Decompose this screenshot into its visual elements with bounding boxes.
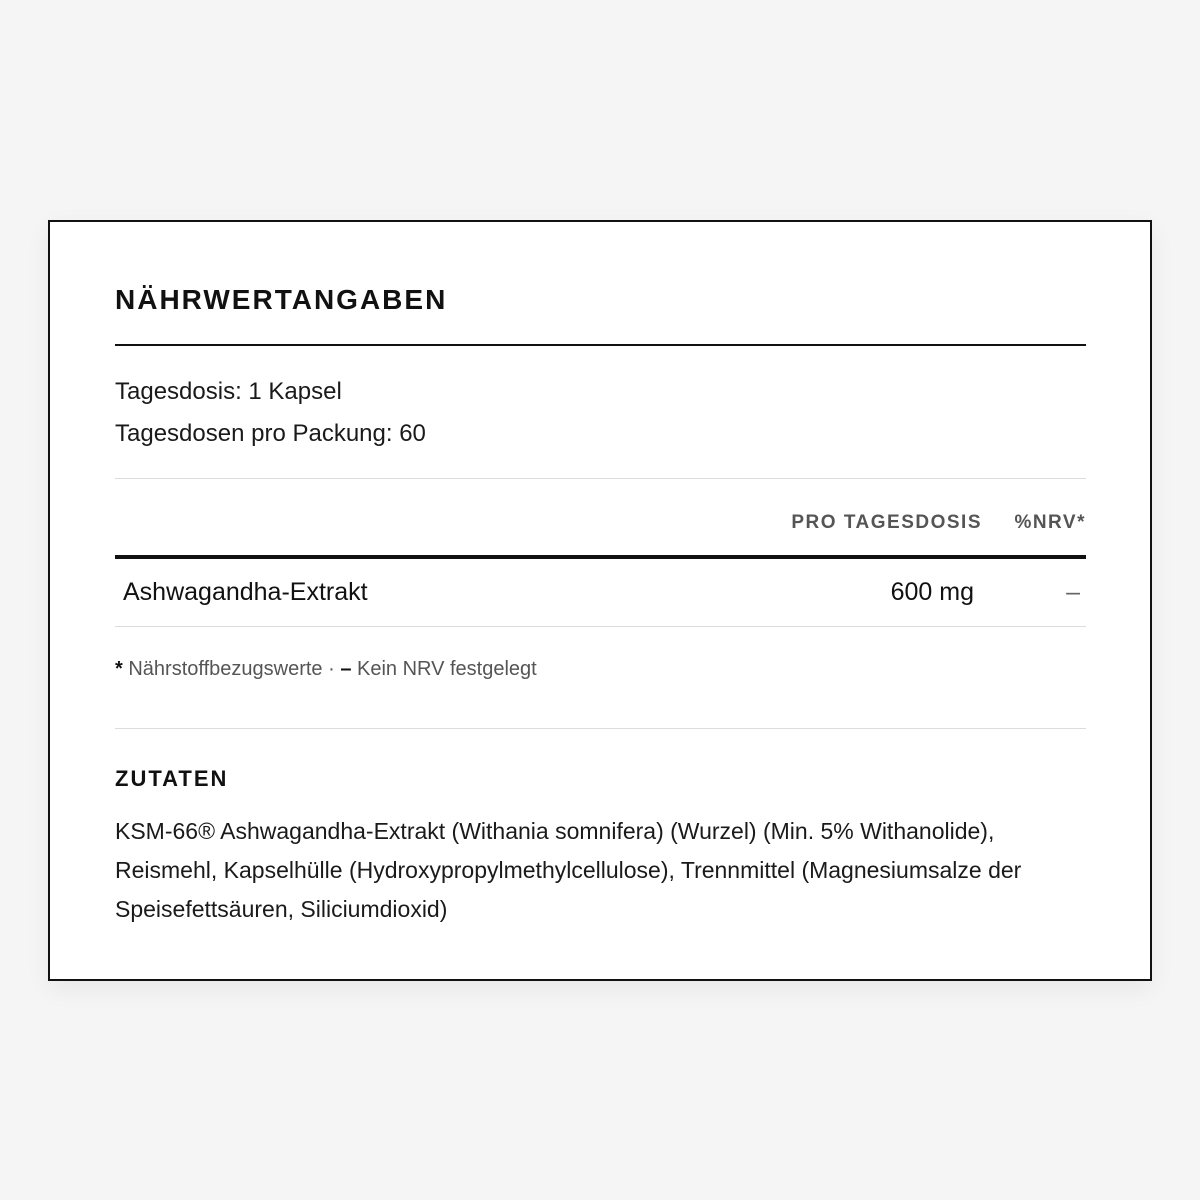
ingredients-text: KSM-66® Ashwagandha-Extrakt (Withania somnifera) (Wurzel) (Min. 5% Withanolide), Reismehl, Kapselhülle (Hydroxypropylmethylcellulose), Trennmittel (Magnesiumsalze der Speisefettsäuren, Siliciumdioxid) [115,818,1022,922]
nrv-footnote [115,658,537,681]
table-header-divider [115,555,1086,559]
serving-divider [115,478,1086,479]
nutrient-amount: 600 mg [890,578,974,606]
column-header-amount: PRO TAGESDOSIS [791,512,982,533]
footnote-asterisk-text: Nährstoffbezugswerte · [122,658,341,680]
title-divider [115,344,1086,346]
servings-per-pack: Tagesdosen pro Packung: 60 [115,420,426,447]
serving-size: Tagesdosis: 1 Kapsel [115,378,342,405]
nutrition-title: NÄHRWERTANGABEN [115,284,448,315]
section-divider [115,728,1086,729]
nutrition-card [48,220,1152,981]
row-divider [115,626,1086,627]
footnote-asterisk: * [115,658,123,680]
footnote-dash: – [340,658,352,680]
ingredients-title: ZUTATEN [115,766,229,791]
nutrition-card-content [115,222,1086,979]
footnote-dash-text: Kein NRV festgelegt [351,658,537,680]
nutrient-name: Ashwagandha-Extrakt [123,578,368,606]
nutrient-nrv: – [1066,578,1080,606]
column-header-nrv: %NRV* [1014,512,1086,533]
